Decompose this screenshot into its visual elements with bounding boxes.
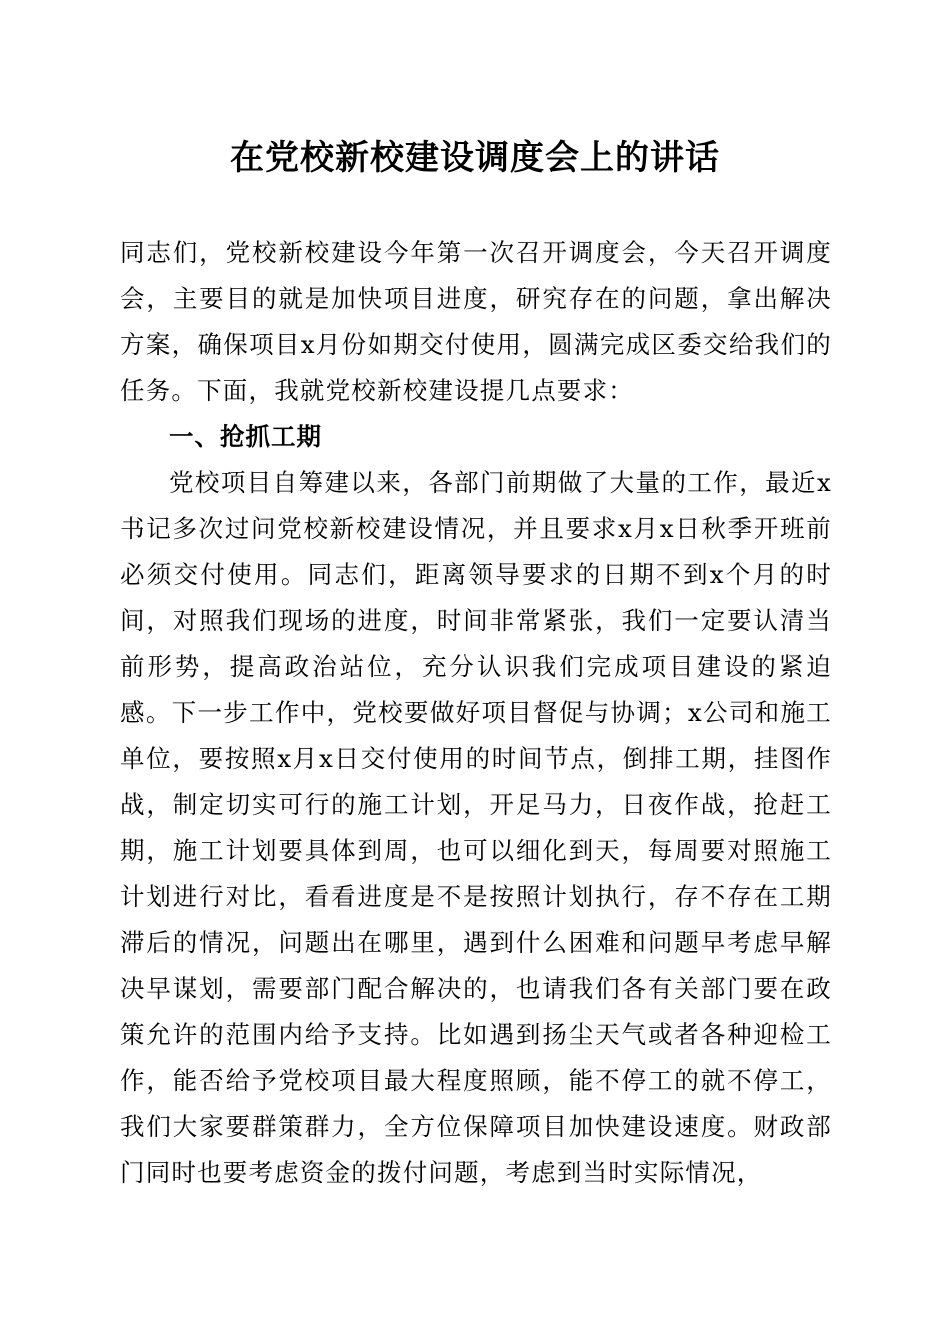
document-body: [120, 230, 832, 1196]
intro-paragraph: 同志们，党校新校建设今年第一次召开调度会，今天召开调度会，主要目的就是加快项目进度，研究存在的问题，拿出解决方案，确保项目x月份如期交付使用，圆满完成区委交给我们的任务。下面，我就党校新校建设提几点要求：: [120, 238, 832, 405]
section-heading: 一、抢抓工期: [169, 422, 322, 451]
section-paragraph: 党校项目自筹建以来，各部门前期做了大量的工作，最近x书记多次过问党校新校建设情况，并且要求x月x日秋季开班前必须交付使用。同志们，距离领导要求的日期不到x个月的时间，对照我们现场的进度，时间非常紧张，我们一定要认清当前形势，提高政治站位，充分认识我们完成项目建设的紧迫感。下一步工作中，党校要做好项目督促与协调；x公司和施工单位，要按照x月x日交付使用的时间节点，倒排工期，挂图作战，制定切实可行的施工计划，开足马力，日夜作战，抢赶工期，施工计划要具体到周，也可以细化到天，每周要对照施工计划进行对比，看看进度是不是按照计划执行，存不存在工期滞后的情况，问题出在哪里，遇到什么困难和问题早考虑早解决早谋划，需要部门配合解决的，也请我们各有关部门要在政策允许的范围内给予支持。比如遇到扬尘天气或者各种迎检工作，能否给予党校项目最大程度照顾，能不停工的就不停工，我们大家要群策群力，全方位保障项目加快建设速度。财政部门同时也要考虑资金的拨付问题，考虑到当时实际情况，: [120, 468, 832, 1187]
document-title: 在党校新校建设调度会上的讲话: [230, 138, 720, 178]
